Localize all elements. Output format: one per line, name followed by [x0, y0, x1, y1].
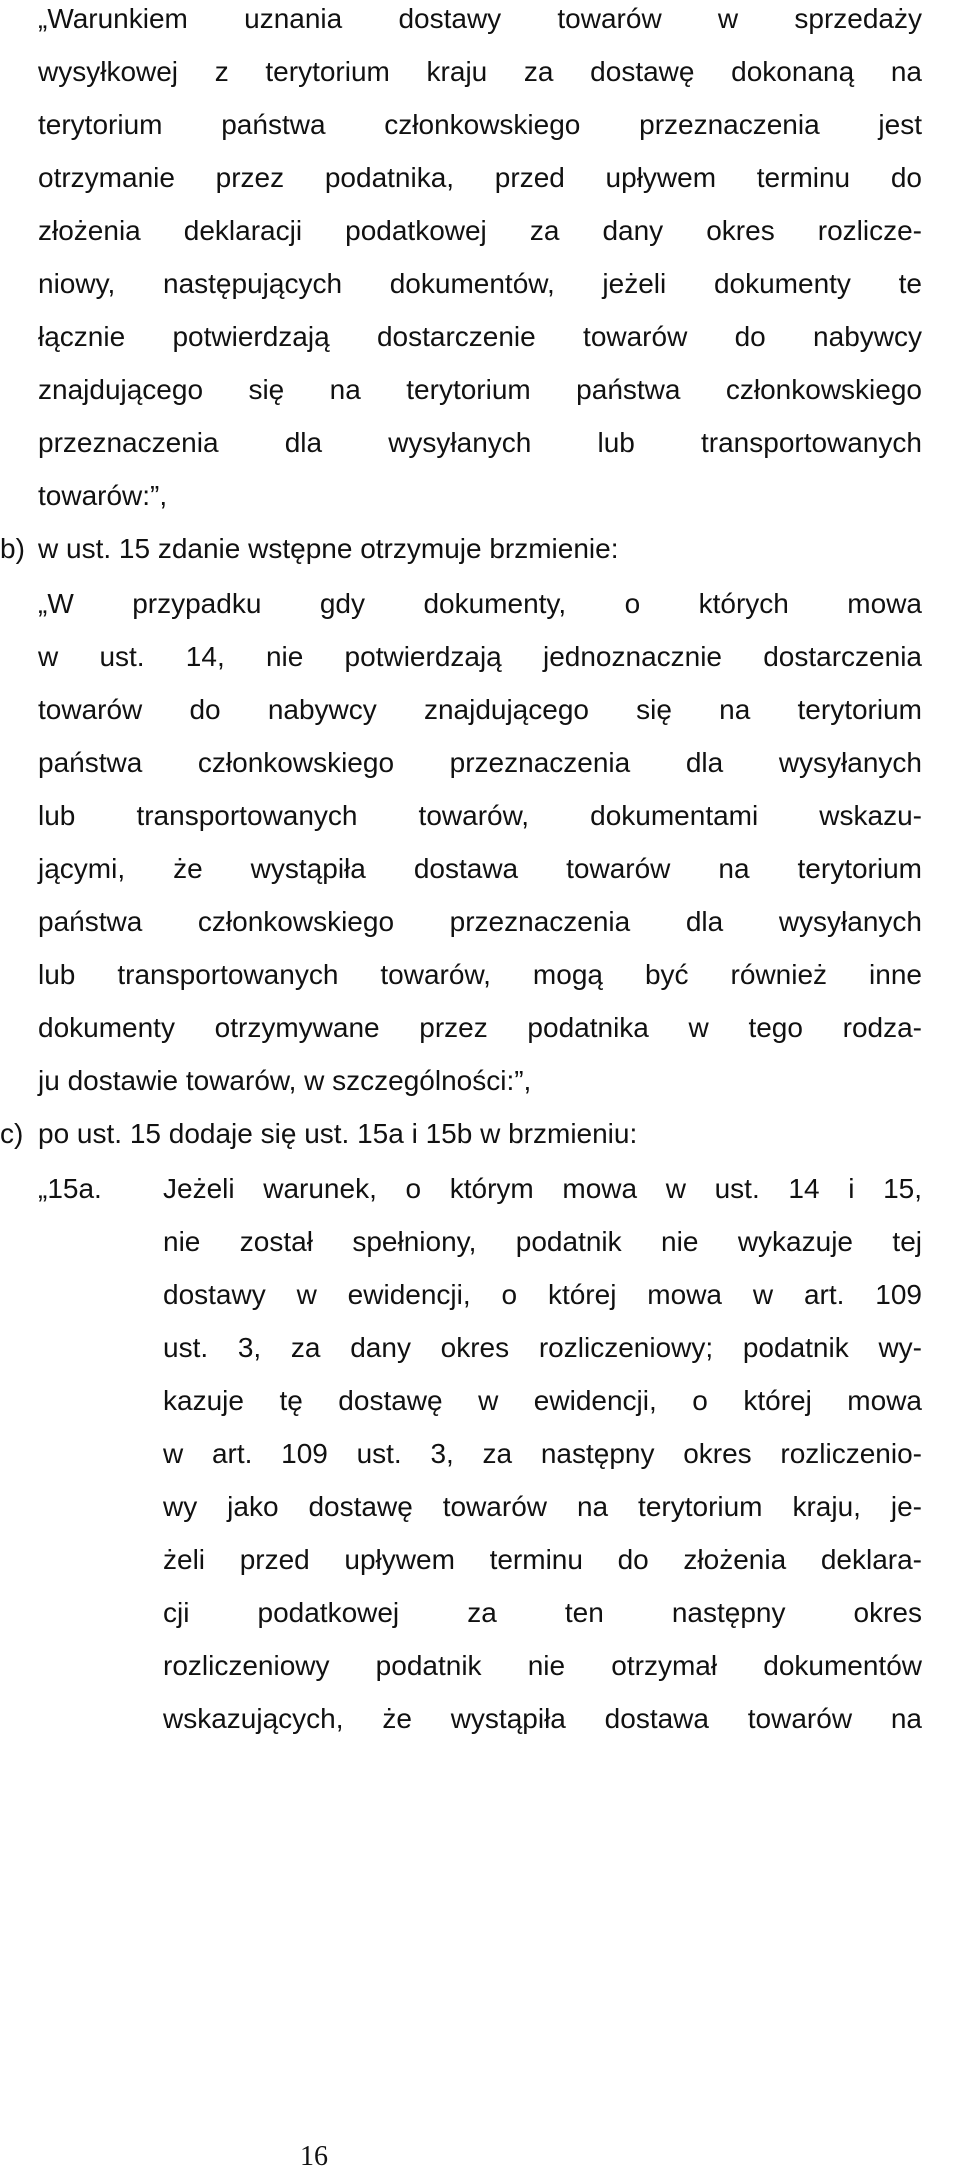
text-line: lub transportowanych towarów, mogą być również inne: [38, 959, 922, 990]
text-line: znajdującego się na terytorium państwa członkowskiego: [38, 374, 922, 405]
text-line: „W przypadku gdy dokumenty, o których mowa: [38, 588, 922, 619]
text-line: przeznaczenia dla wysyłanych lub transportowanych: [38, 427, 922, 458]
list-marker: c): [0, 1118, 24, 1149]
text-line: łącznie potwierdzają dostarczenie towarów do nabywcy: [38, 321, 922, 352]
text-line: kazuje tę dostawę w ewidencji, o której mowa: [163, 1385, 922, 1416]
text-line: w ust. 14, nie potwierdzają jednoznacznie dostarczenia: [38, 641, 922, 672]
text-line: wskazujących, że wystąpiła dostawa towarów na: [163, 1703, 922, 1734]
text-line: wy jako dostawę towarów na terytorium kraju, je-: [163, 1491, 922, 1522]
text-line: cji podatkowej za ten następny okres: [163, 1597, 922, 1628]
text-line: niowy, następujących dokumentów, jeżeli dokumenty te: [38, 268, 922, 299]
text-line: złożenia deklaracji podatkowej za dany okres rozlicze-: [38, 215, 922, 246]
text-line: ju dostawie towarów, w szczególności:”,: [38, 1065, 532, 1096]
text-line: żeli przed upływem terminu do złożenia deklara-: [163, 1544, 922, 1575]
sub-item-marker: „15a.: [38, 1173, 102, 1204]
text-line: dokumenty otrzymywane przez podatnika w tego rodza-: [38, 1012, 922, 1043]
text-line: nie został spełniony, podatnik nie wykazuje tej: [163, 1226, 922, 1257]
text-line: „Warunkiem uznania dostawy towarów w sprzedaży: [38, 3, 922, 34]
text-line: jącymi, że wystąpiła dostawa towarów na terytorium: [38, 853, 922, 884]
text-line: państwa członkowskiego przeznaczenia dla wysyłanych: [38, 906, 922, 937]
item-intro: w ust. 15 zdanie wstępne otrzymuje brzmienie:: [38, 533, 619, 564]
text-line: terytorium państwa członkowskiego przeznaczenia jest: [38, 109, 922, 140]
item-intro: po ust. 15 dodaje się ust. 15a i 15b w brzmieniu:: [38, 1118, 638, 1149]
text-line: ust. 3, za dany okres rozliczeniowy; podatnik wy-: [163, 1332, 922, 1363]
text-line: otrzymanie przez podatnika, przed upływem terminu do: [38, 162, 922, 193]
list-marker: b): [0, 533, 25, 564]
text-line: wysyłkowej z terytorium kraju za dostawę dokonaną na: [38, 56, 922, 87]
text-line: towarów do nabywcy znajdującego się na terytorium: [38, 694, 922, 725]
text-line: dostawy w ewidencji, o której mowa w art. 109: [163, 1279, 922, 1310]
page-number: 16: [300, 2141, 328, 2172]
text-line: rozliczeniowy podatnik nie otrzymał dokumentów: [163, 1650, 922, 1681]
text-line: towarów:”,: [38, 480, 168, 511]
text-line: lub transportowanych towarów, dokumentami wskazu-: [38, 800, 922, 831]
text-line: państwa członkowskiego przeznaczenia dla wysyłanych: [38, 747, 922, 778]
text-line: w art. 109 ust. 3, za następny okres rozliczenio-: [163, 1438, 922, 1469]
text-line: Jeżeli warunek, o którym mowa w ust. 14 i 15,: [163, 1173, 922, 1204]
